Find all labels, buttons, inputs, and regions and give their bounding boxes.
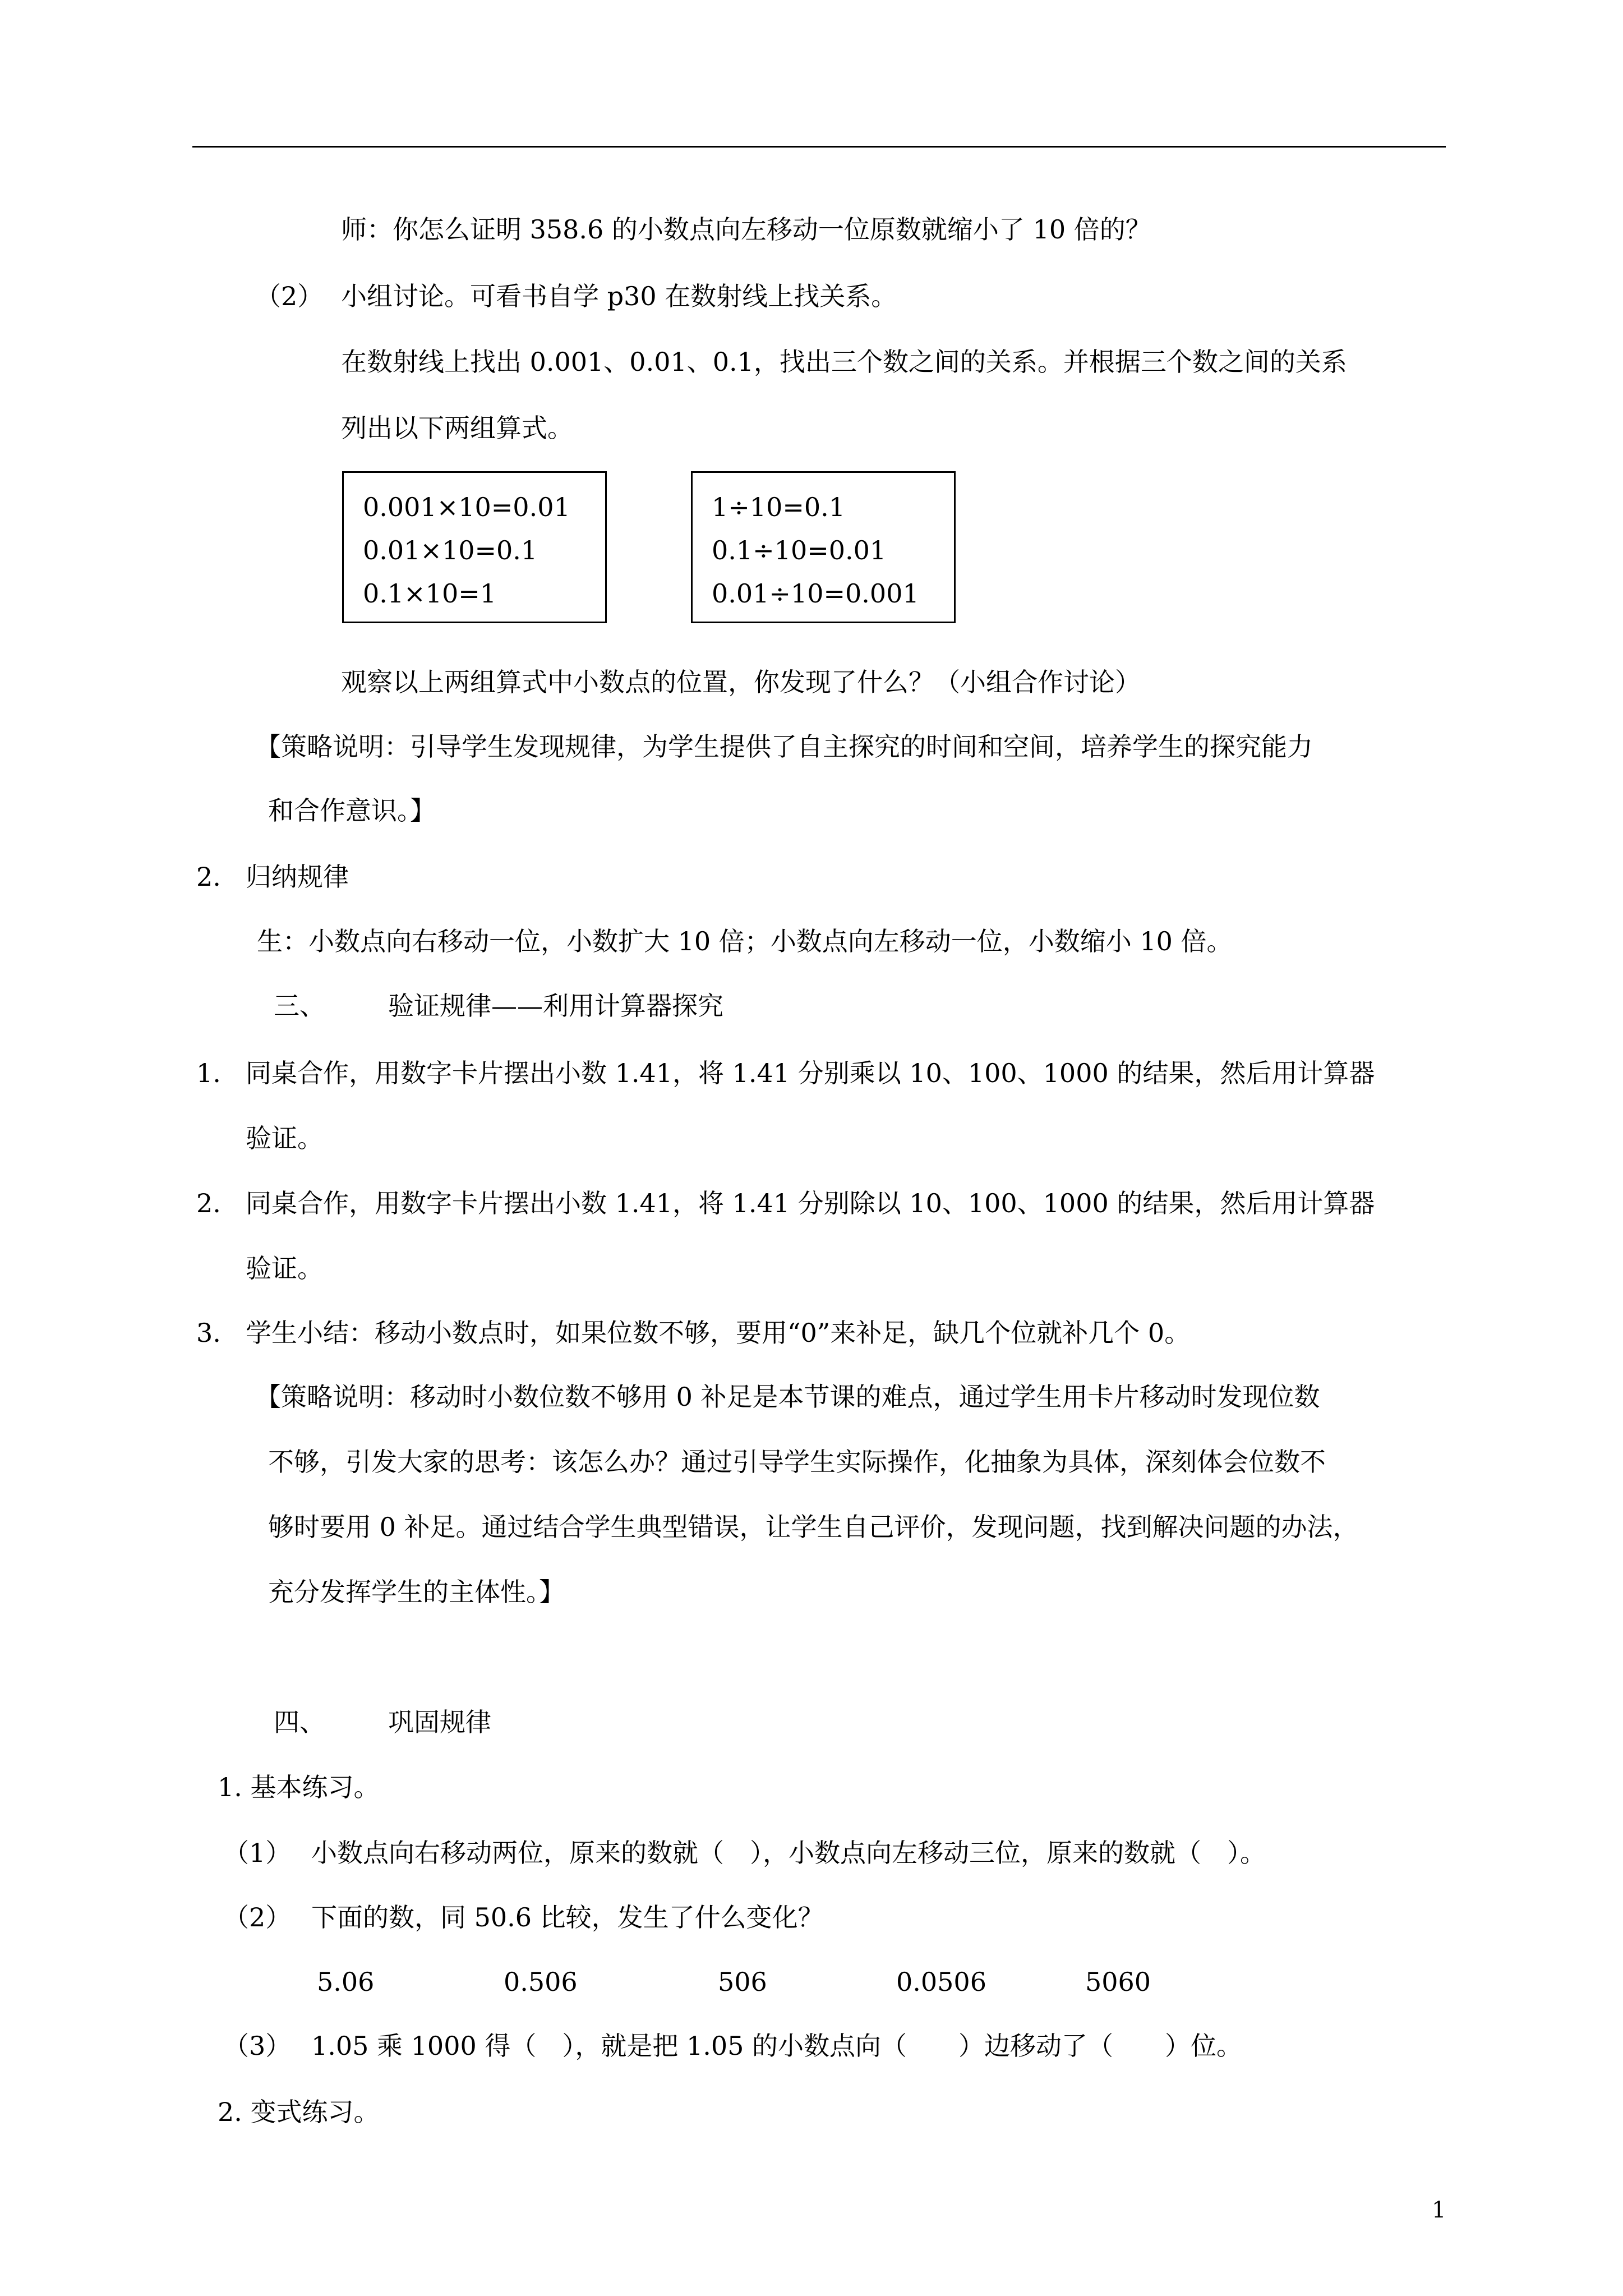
formula-line: 1÷10=0.1 (712, 492, 846, 522)
number-item: 5.06 (317, 1967, 375, 1997)
step2-number: （2） (255, 281, 324, 311)
item-text: 同桌合作，用数字卡片摆出小数 1.41，将 1.41 分别乘以 10、100、1000 的结果，然后用计算器 (246, 1058, 1375, 1088)
item-number: 3. (196, 1318, 221, 1348)
item-heading: 归纳规律 (246, 862, 349, 892)
item-number: 2. (196, 862, 221, 892)
number-item: 0.506 (504, 1967, 578, 1997)
multiplication-box (342, 471, 607, 623)
division-box (691, 471, 956, 623)
page-number: 1 (1432, 2197, 1446, 2223)
item-number: 2. (196, 1188, 221, 1218)
step2-line2: 在数射线上找出 0.001、0.01、0.1，找出三个数之间的关系。并根据三个数之间的关系 (341, 347, 1347, 377)
step2-text: 小组讨论。可看书自学 p30 在数射线上找关系。 (341, 281, 897, 311)
number-item: 506 (718, 1967, 767, 1997)
item-text: 同桌合作，用数字卡片摆出小数 1.41，将 1.41 分别除以 10、100、1000 的结果，然后用计算器 (246, 1188, 1375, 1218)
header-rule (192, 146, 1446, 148)
formula-line: 0.1÷10=0.01 (712, 535, 887, 565)
subheading: 2. 变式练习。 (218, 2097, 380, 2127)
question-number: （2） (223, 1902, 292, 1932)
formula-line: 0.1×10=1 (363, 578, 497, 609)
student-rule: 生：小数点向右移动一位，小数扩大 10 倍；小数点向左移动一位，小数缩小 10 倍。 (257, 926, 1233, 956)
observe-question: 观察以上两组算式中小数点的位置，你发现了什么？（小组合作讨论） (341, 667, 1141, 697)
strategy-note-2-line2: 不够，引发大家的思考：该怎么办？通过引导学生实际操作，化抽象为具体，深刻体会位数不 (268, 1447, 1326, 1477)
section-heading: 验证规律——利用计算器探究 (388, 991, 723, 1021)
item-text-cont: 验证。 (246, 1123, 323, 1153)
teacher-question: 师：你怎么证明 358.6 的小数点向左移动一位原数就缩小了 10 倍的？ (341, 214, 1151, 245)
formula-line: 0.01÷10=0.001 (712, 578, 919, 609)
section-number: 三、 (274, 991, 325, 1021)
question-text: 下面的数，同 50.6 比较，发生了什么变化？ (311, 1902, 824, 1932)
question-number: （3） (223, 2031, 292, 2061)
question-text: 1.05 乘 1000 得（ ），就是把 1.05 的小数点向（ ）边移动了（ ）位。 (311, 2031, 1243, 2061)
section-heading: 巩固规律 (388, 1707, 491, 1737)
item-number: 1. (196, 1058, 221, 1088)
strategy-note-2-line3: 够时要用 0 补足。通过结合学生典型错误，让学生自己评价，发现问题，找到解决问题的办法， (268, 1512, 1359, 1542)
subheading: 1. 基本练习。 (218, 1772, 380, 1802)
strategy-note-1-line1: 【策略说明：引导学生发现规律，为学生提供了自主探究的时间和空间，培养学生的探究能力 (255, 731, 1313, 762)
strategy-note-2-line1: 【策略说明：移动时小数位数不够用 0 补足是本节课的难点，通过学生用卡片移动时发现位数 (255, 1382, 1320, 1412)
section-number: 四、 (274, 1707, 325, 1737)
question-number: （1） (223, 1838, 292, 1868)
item-text: 学生小结：移动小数点时，如果位数不够，要用“0”来补足，缺几个位就补几个 0。 (246, 1318, 1191, 1348)
question-text: 小数点向右移动两位，原来的数就（ ），小数点向左移动三位，原来的数就（ ）。 (311, 1838, 1266, 1868)
strategy-note-1-line2: 和合作意识。】 (268, 795, 436, 826)
step2-line3: 列出以下两组算式。 (341, 413, 573, 443)
formula-line: 0.01×10=0.1 (363, 535, 538, 565)
item-text-cont: 验证。 (246, 1253, 323, 1283)
formula-line: 0.001×10=0.01 (363, 492, 570, 522)
number-item: 5060 (1085, 1967, 1151, 1997)
strategy-note-2-line4: 充分发挥学生的主体性。】 (268, 1577, 565, 1607)
number-item: 0.0506 (896, 1967, 986, 1997)
